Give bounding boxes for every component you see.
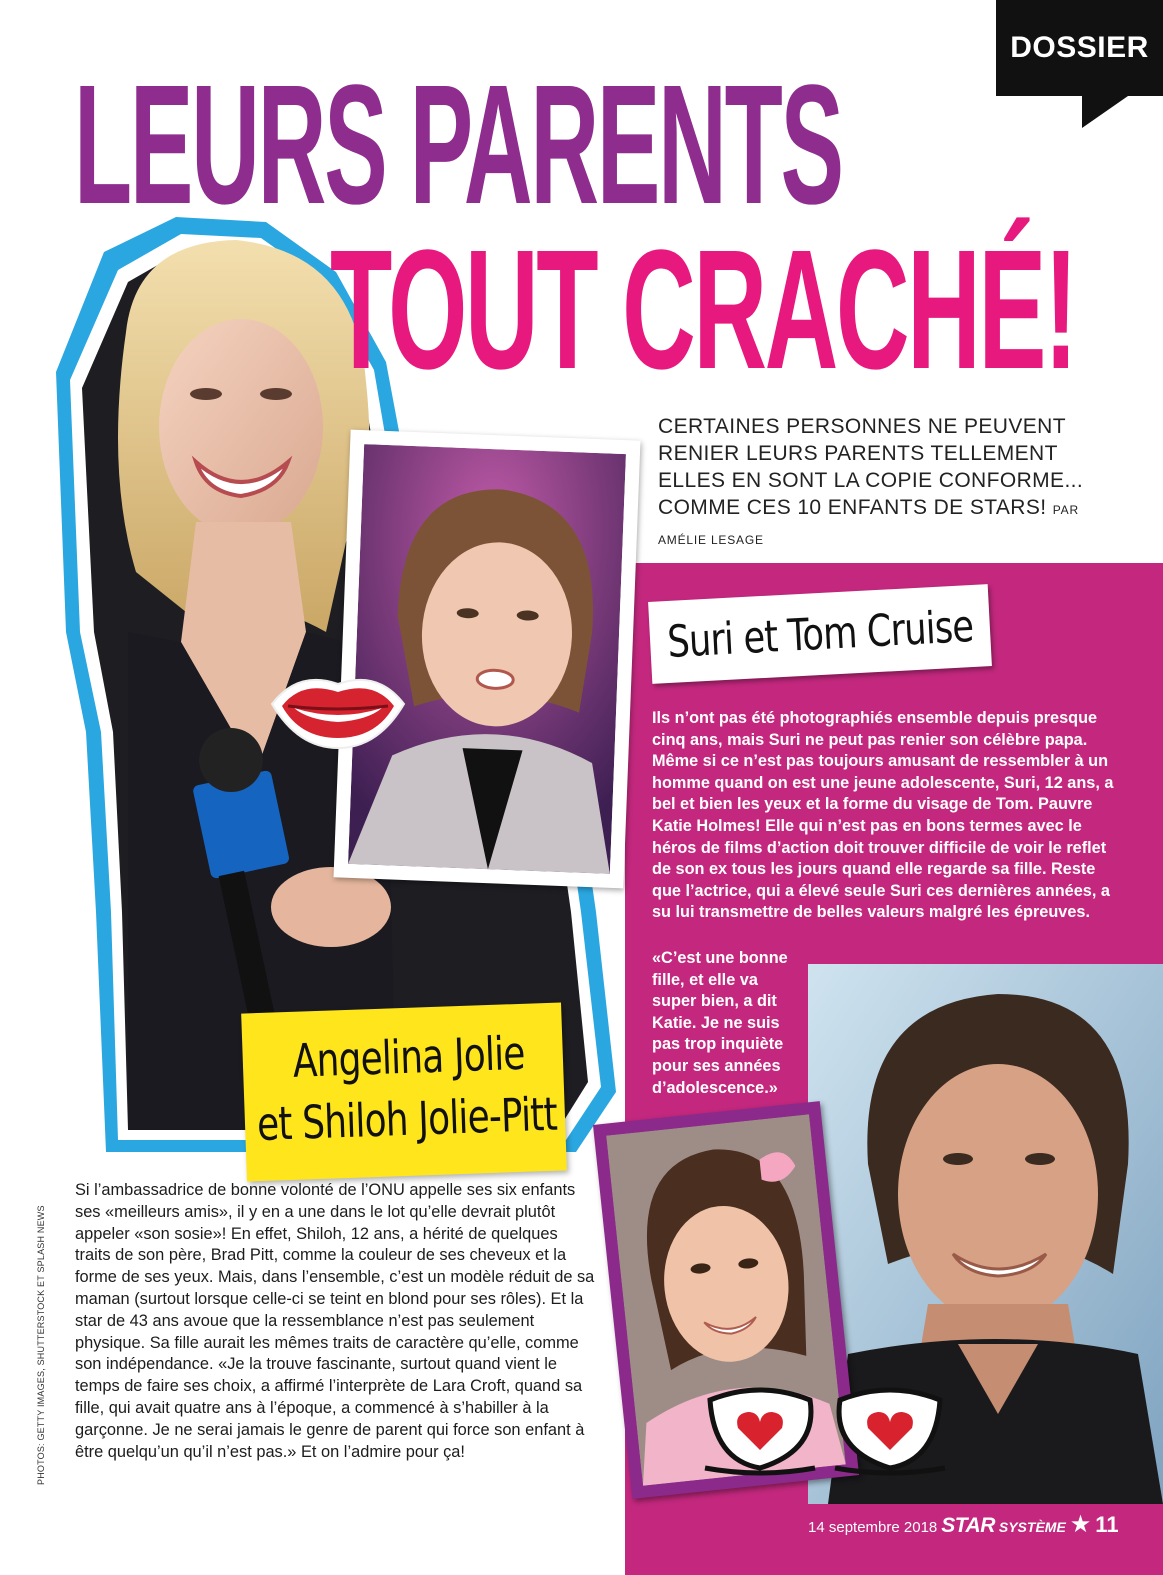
byline: PAR AMÉLIE LESAGE bbox=[658, 503, 1079, 547]
section-tag-label: DOSSIER bbox=[1010, 31, 1149, 64]
page-footer bbox=[808, 1510, 1119, 1539]
headline-line1: LEURS PARENTS bbox=[74, 50, 842, 240]
photo-credit: PHOTOS: GETTY IMAGES, SHUTTERSTOCK ET SPLASH NEWS bbox=[36, 1205, 46, 1485]
shiloh-photo-image bbox=[348, 444, 626, 874]
angelina-title-line1: Angelina Jolie bbox=[291, 1025, 526, 1088]
headline-line2: TOUT CRACHÉ! bbox=[330, 215, 1076, 405]
section-tag bbox=[996, 0, 1163, 96]
angelina-title-line2: et Shiloh Jolie-Pitt bbox=[256, 1086, 558, 1152]
lips-sticker-icon bbox=[268, 668, 408, 750]
shiloh-photo bbox=[334, 430, 641, 889]
magazine-name: STAR bbox=[941, 1514, 995, 1537]
page-number: 11 bbox=[1095, 1512, 1119, 1537]
suri-tom-title: Suri et Tom Cruise bbox=[665, 600, 975, 668]
intro-paragraph bbox=[658, 413, 1118, 554]
angelina-shiloh-title-box bbox=[241, 1002, 567, 1181]
star-icon: ★ bbox=[1069, 1511, 1092, 1538]
footer-date: 14 septembre 2018 bbox=[808, 1519, 938, 1536]
angelina-shiloh-body: Si l’ambassadrice de bonne volonté de l’ONU appelle ses six enfants ses «meilleurs amis», il y en a une dans le lot qu’elle devrait plutôt appeler «son sosie»! En effet, Shiloh, 12 ans, a hérité de quelques traits de son père, Brad Pitt, comme la couleur de ses cheveux et la forme de ses yeux. Mais, dans l’ensemble, c’est un modèle réduit de sa maman (surtout lorsque celle-ci se teint en blond pour ses rôles). Et la star de 43 ans avoue que la ressemblance n’est pas seulement physique. Sa fille aurait les mêmes traits de caractère qu’elle, comme son indépendance. «Je la trouve fascinante, surtout quand vient le temps de faire ses choix, a affirmé l’interprète de Lara Croft, quand sa fille, qui avait quatre ans à l’époque, a commencé à s’habiller à la garçonne. Je ne serai jamais le genre de parent qui force son enfant à être quelqu’un qu’il n’est pas.» Et on l’admire pour ça! bbox=[75, 1181, 595, 1461]
section-tag-tail bbox=[1082, 96, 1128, 128]
katie-quote: «C’est une bonne fille, et elle va super bien, a dit Katie. Je ne suis pas trop inquiète pour ses années d’adolescence.» bbox=[652, 949, 788, 1097]
intro-text: CERTAINES PERSONNES NE PEUVENT RENIER LEURS PARENTS TELLEMENT ELLES EN SONT LA COPIE CONFORME... COMME CES 10 ENFANTS DE STARS! bbox=[658, 415, 1084, 519]
suri-tom-body: Ils n’ont pas été photographiés ensemble depuis presque cinq ans, mais Suri ne peut pas renier son célèbre papa. Même si ce n’est pas toujours amusant de ressembler à un homme quand on est une jeune adolescente, Suri, 12 ans, a bel et bien les yeux et la forme du visage de Tom. Pauvre Katie Holmes! Elle qui n’est pas en bons termes avec le héros de films d’action doit trouver difficile de voir le reflet de son ex tous les jours quand elle regarde sa fille. Reste que l’actrice, qui a élevé seule Suri ces dernières années, a su lui transmettre de belles valeurs malgré les épreuves. bbox=[652, 709, 1114, 922]
heart-eyes-sticker-icon bbox=[700, 1380, 950, 1480]
magazine-name-2: SYSTÈME bbox=[998, 1519, 1066, 1535]
